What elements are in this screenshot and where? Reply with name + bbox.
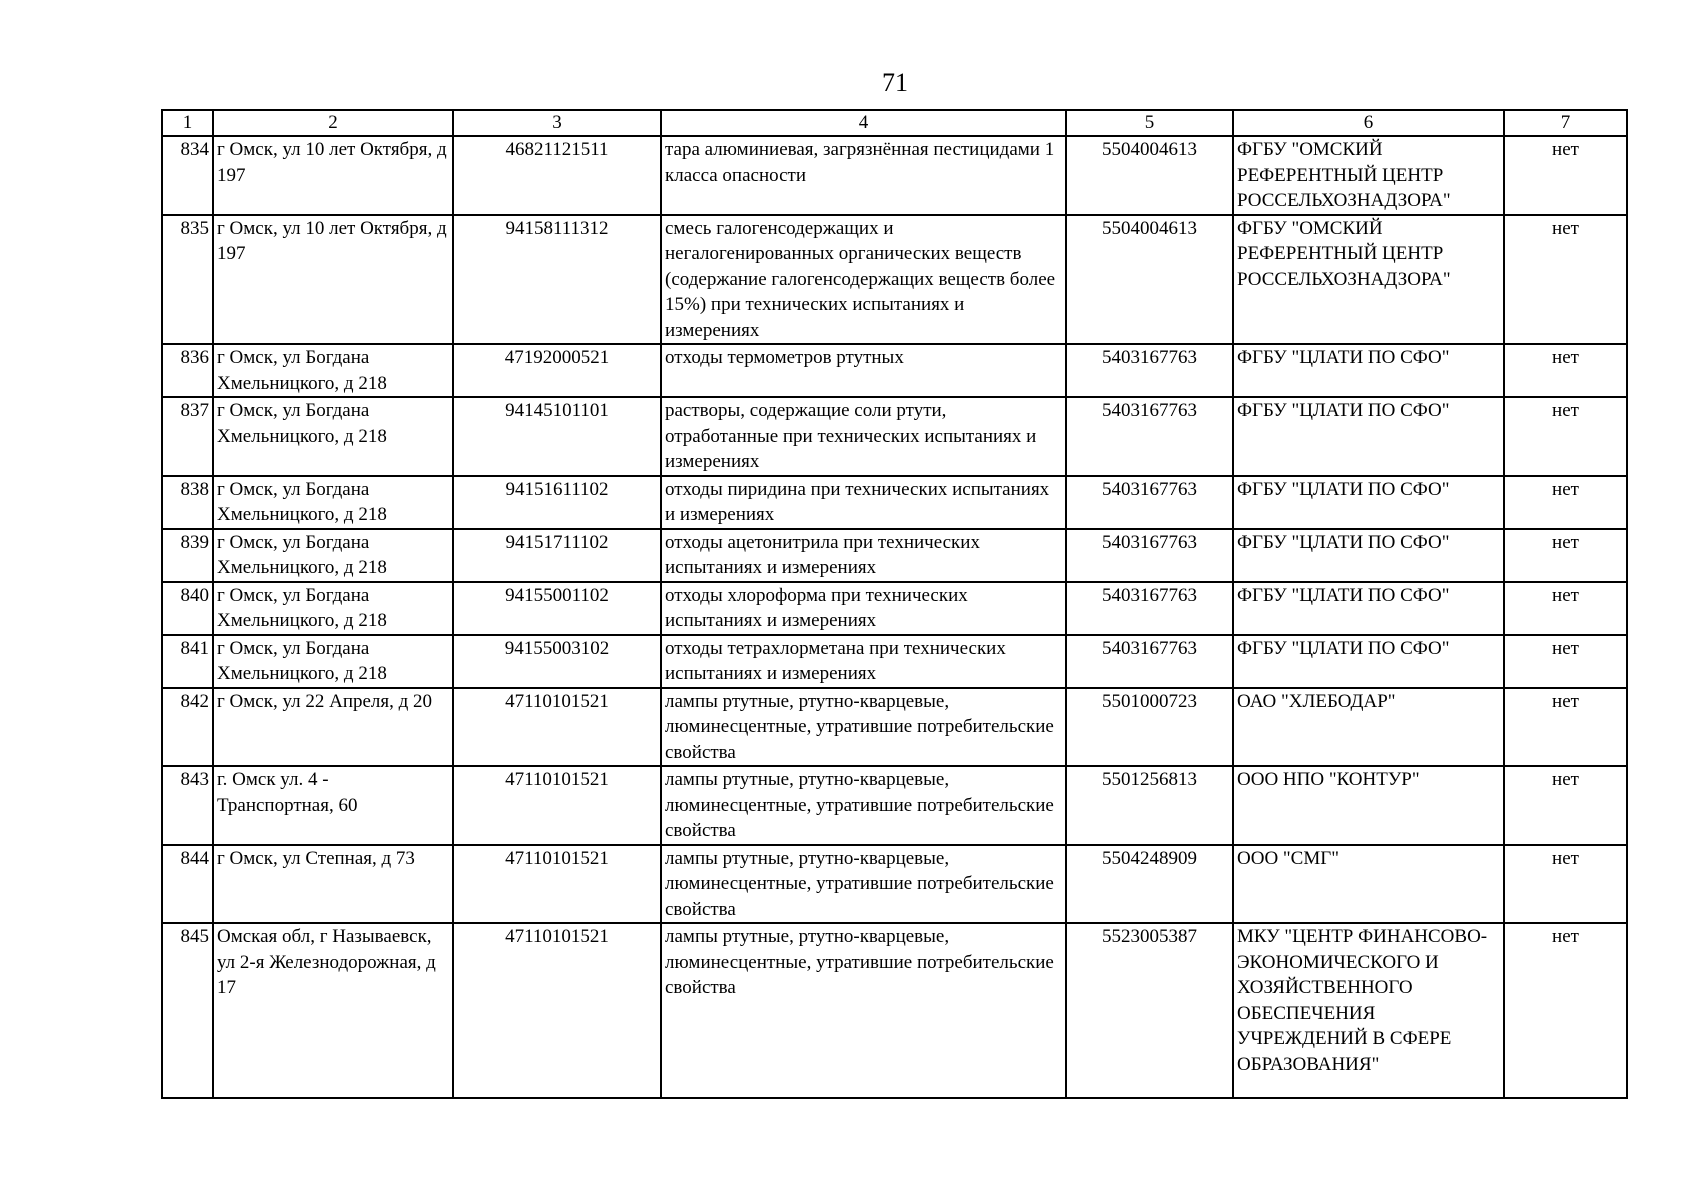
flag-cell: нет — [1504, 582, 1627, 635]
organization-cell: ООО "СМГ" — [1233, 845, 1504, 924]
table-row — [162, 529, 1627, 582]
flag-cell: нет — [1504, 688, 1627, 767]
waste-code-cell: 94155003102 — [453, 635, 661, 688]
table-row — [162, 635, 1627, 688]
column-header-4: 4 — [661, 110, 1066, 136]
flag-cell: нет — [1504, 766, 1627, 845]
waste-description-cell: отходы пиридина при технических испытаниях и измерениях — [661, 476, 1066, 529]
column-header-5: 5 — [1066, 110, 1233, 136]
waste-code-cell: 94145101101 — [453, 397, 661, 476]
inn-cell: 5403167763 — [1066, 582, 1233, 635]
waste-code-cell: 94151611102 — [453, 476, 661, 529]
address-cell: г Омск, ул Богдана Хмельницкого, д 218 — [213, 344, 453, 397]
inn-cell: 5504004613 — [1066, 136, 1233, 215]
waste-description-cell: лампы ртутные, ртутно-кварцевые, люминесцентные, утратившие потребительские свойства — [661, 688, 1066, 767]
waste-code-cell: 47110101521 — [453, 688, 661, 767]
organization-cell: ФГБУ "ЦЛАТИ ПО СФО" — [1233, 635, 1504, 688]
waste-description-cell: лампы ртутные, ртутно-кварцевые, люминесцентные, утратившие потребительские свойства — [661, 923, 1066, 1098]
column-header-6: 6 — [1233, 110, 1504, 136]
table-row — [162, 688, 1627, 767]
row-number: 835 — [162, 215, 213, 345]
address-cell: г Омск, ул Богдана Хмельницкого, д 218 — [213, 582, 453, 635]
row-number: 840 — [162, 582, 213, 635]
column-header-1: 1 — [162, 110, 213, 136]
column-header-3: 3 — [453, 110, 661, 136]
flag-cell: нет — [1504, 845, 1627, 924]
address-cell: г Омск, ул Богдана Хмельницкого, д 218 — [213, 529, 453, 582]
organization-cell: ОАО "ХЛЕБОДАР" — [1233, 688, 1504, 767]
inn-cell: 5403167763 — [1066, 397, 1233, 476]
address-cell: г Омск, ул 10 лет Октября, д 197 — [213, 136, 453, 215]
inn-cell: 5504004613 — [1066, 215, 1233, 345]
column-header-7: 7 — [1504, 110, 1627, 136]
flag-cell: нет — [1504, 215, 1627, 345]
organization-cell: МКУ "ЦЕНТР ФИНАНСОВО-ЭКОНОМИЧЕСКОГО И ХОЗЯЙСТВЕННОГО ОБЕСПЕЧЕНИЯ УЧРЕЖДЕНИЙ В СФЕРЕ ОБРАЗОВАНИЯ" — [1233, 923, 1504, 1098]
row-number: 838 — [162, 476, 213, 529]
row-number: 844 — [162, 845, 213, 924]
row-number: 845 — [162, 923, 213, 1098]
inn-cell: 5501000723 — [1066, 688, 1233, 767]
table-row — [162, 215, 1627, 345]
flag-cell: нет — [1504, 136, 1627, 215]
waste-code-cell: 47110101521 — [453, 766, 661, 845]
row-number: 841 — [162, 635, 213, 688]
address-cell: г Омск, ул 22 Апреля, д 20 — [213, 688, 453, 767]
address-cell: г Омск, ул Богдана Хмельницкого, д 218 — [213, 476, 453, 529]
waste-code-cell: 47110101521 — [453, 845, 661, 924]
waste-registry-table — [161, 109, 1628, 1099]
row-number: 843 — [162, 766, 213, 845]
organization-cell: ФГБУ "ЦЛАТИ ПО СФО" — [1233, 582, 1504, 635]
waste-description-cell: лампы ртутные, ртутно-кварцевые, люминесцентные, утратившие потребительские свойства — [661, 845, 1066, 924]
inn-cell: 5403167763 — [1066, 344, 1233, 397]
organization-cell: ФГБУ "ЦЛАТИ ПО СФО" — [1233, 344, 1504, 397]
flag-cell: нет — [1504, 397, 1627, 476]
waste-description-cell: отходы термометров ртутных — [661, 344, 1066, 397]
table-row — [162, 923, 1627, 1098]
row-number: 837 — [162, 397, 213, 476]
waste-code-cell: 94158111312 — [453, 215, 661, 345]
inn-cell: 5504248909 — [1066, 845, 1233, 924]
row-number: 839 — [162, 529, 213, 582]
page-number: 71 — [882, 68, 908, 97]
table-row — [162, 766, 1627, 845]
flag-cell: нет — [1504, 635, 1627, 688]
organization-cell: ФГБУ "ОМСКИЙ РЕФЕРЕНТНЫЙ ЦЕНТР РОССЕЛЬХОЗНАДЗОРА" — [1233, 215, 1504, 345]
table-row — [162, 344, 1627, 397]
waste-description-cell: смесь галогенсодержащих и негалогенированных органических веществ (содержание галогенсодержащих веществ более 15%) при технических испытаниях и измерениях — [661, 215, 1066, 345]
waste-description-cell: растворы, содержащие соли ртути, отработанные при технических испытаниях и измерениях — [661, 397, 1066, 476]
address-cell: г Омск, ул 10 лет Октября, д 197 — [213, 215, 453, 345]
header-row — [162, 110, 1627, 136]
waste-code-cell: 94151711102 — [453, 529, 661, 582]
organization-cell: ФГБУ "ОМСКИЙ РЕФЕРЕНТНЫЙ ЦЕНТР РОССЕЛЬХОЗНАДЗОРА" — [1233, 136, 1504, 215]
table-row — [162, 397, 1627, 476]
column-header-2: 2 — [213, 110, 453, 136]
table-row — [162, 136, 1627, 215]
inn-cell: 5403167763 — [1066, 476, 1233, 529]
table-row — [162, 476, 1627, 529]
organization-cell: ФГБУ "ЦЛАТИ ПО СФО" — [1233, 476, 1504, 529]
address-cell: Омская обл, г Называевск, ул 2-я Железнодорожная, д 17 — [213, 923, 453, 1098]
table-row — [162, 582, 1627, 635]
waste-description-cell: отходы хлороформа при технических испытаниях и измерениях — [661, 582, 1066, 635]
flag-cell: нет — [1504, 344, 1627, 397]
waste-code-cell: 46821121511 — [453, 136, 661, 215]
inn-cell: 5523005387 — [1066, 923, 1233, 1098]
table-header — [162, 110, 1627, 136]
inn-cell: 5403167763 — [1066, 635, 1233, 688]
flag-cell: нет — [1504, 529, 1627, 582]
address-cell: г Омск, ул Богдана Хмельницкого, д 218 — [213, 397, 453, 476]
row-number: 836 — [162, 344, 213, 397]
waste-description-cell: отходы ацетонитрила при технических испытаниях и измерениях — [661, 529, 1066, 582]
inn-cell: 5501256813 — [1066, 766, 1233, 845]
table-row — [162, 845, 1627, 924]
flag-cell: нет — [1504, 476, 1627, 529]
organization-cell: ООО НПО "КОНТУР" — [1233, 766, 1504, 845]
inn-cell: 5403167763 — [1066, 529, 1233, 582]
organization-cell: ФГБУ "ЦЛАТИ ПО СФО" — [1233, 397, 1504, 476]
waste-description-cell: лампы ртутные, ртутно-кварцевые, люминесцентные, утратившие потребительские свойства — [661, 766, 1066, 845]
address-cell: г Омск, ул Степная, д 73 — [213, 845, 453, 924]
waste-code-cell: 47192000521 — [453, 344, 661, 397]
table-body — [162, 136, 1627, 1098]
address-cell: г. Омск ул. 4 - Транспортная, 60 — [213, 766, 453, 845]
waste-code-cell: 94155001102 — [453, 582, 661, 635]
organization-cell: ФГБУ "ЦЛАТИ ПО СФО" — [1233, 529, 1504, 582]
address-cell: г Омск, ул Богдана Хмельницкого, д 218 — [213, 635, 453, 688]
waste-description-cell: отходы тетрахлорметана при технических испытаниях и измерениях — [661, 635, 1066, 688]
row-number: 842 — [162, 688, 213, 767]
waste-code-cell: 47110101521 — [453, 923, 661, 1098]
waste-description-cell: тара алюминиевая, загрязнённая пестицидами 1 класса опасности — [661, 136, 1066, 215]
row-number: 834 — [162, 136, 213, 215]
flag-cell: нет — [1504, 923, 1627, 1098]
